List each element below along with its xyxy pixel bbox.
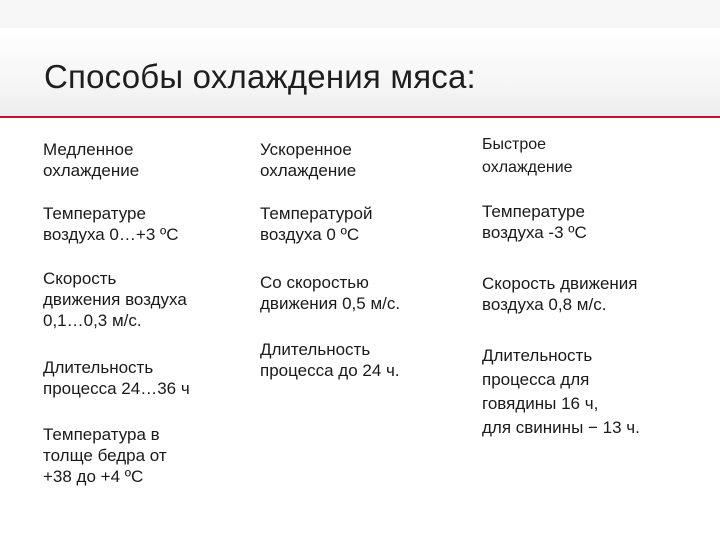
fast-duration: Длительность процесса для говядины 16 ч, для свинины − 13 ч. — [482, 346, 640, 437]
top-band — [0, 0, 720, 28]
fast-air-speed: Скорость движения воздуха 0,8 м/с. — [482, 274, 638, 314]
fast-air-temperature: Температуре воздуха -3 ºС — [482, 202, 587, 242]
header-fast-cooling: Быстрое охлаждение — [482, 136, 573, 176]
slow-duration: Длительность процесса 24…36 ч — [43, 358, 190, 398]
title-divider — [0, 116, 720, 118]
slow-thigh-temperature: Температура в толще бедра от +38 до +4 ºС — [43, 425, 167, 486]
slow-air-speed: Скорость движения воздуха 0,1…0,3 м/с. — [43, 269, 187, 330]
accelerated-air-temperature: Температурой воздуха 0 ºС — [260, 204, 373, 244]
header-accelerated-cooling: Ускоренное охлаждение — [260, 140, 357, 180]
slow-air-temperature: Температуре воздуха 0…+3 ºС — [43, 204, 179, 244]
accelerated-duration: Длительность процесса до 24 ч. — [260, 340, 400, 380]
header-slow-cooling: Медленное охлаждение — [43, 140, 140, 180]
accelerated-air-speed: Со скоростью движения 0,5 м/с. — [260, 273, 401, 313]
slide-title: Способы охлаждения мяса: — [44, 58, 476, 95]
